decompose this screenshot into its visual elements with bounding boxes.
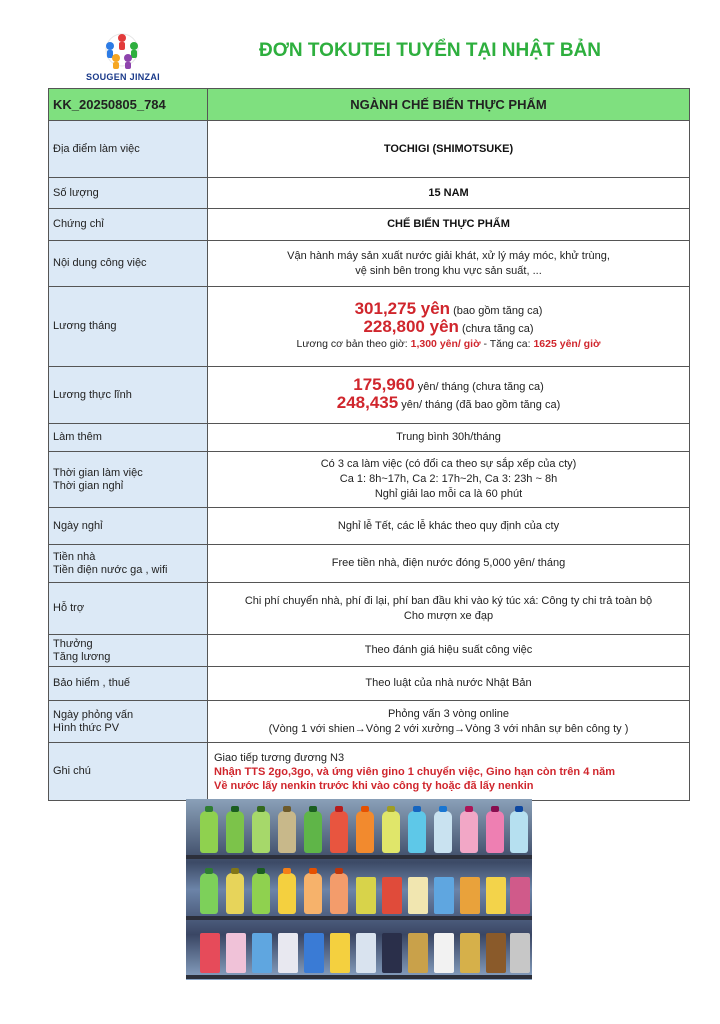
hours-line-1: Có 3 ca làm việc (có đổi ca theo sự sắp xếp của cty) [320,458,577,470]
drink-can [330,933,350,973]
logo-people-icon [96,28,148,72]
location-value: TOCHIGI (SHIMOTSUKE) [208,121,690,178]
drink-bottle [510,811,528,853]
net-salary-value [208,367,690,424]
drink-can [356,933,376,973]
job-label: Nội dung công việc [49,241,208,287]
certificate-value: CHẾ BIẾN THỰC PHẨM [208,209,690,241]
job-line-1: Vận hành máy sản xuất nước giải khát, xử lý máy móc, khử trùng, [287,249,610,262]
drink-bottle [226,873,244,914]
table-row [49,424,690,452]
salary-note-1: (bao gồm tăng ca) [453,305,543,317]
hours-label-1: Thời gian làm việc [53,466,143,479]
bonus-label-2: Tăng lương [53,650,111,663]
housing-label-2: Tiền điện nước ga , wifi [53,563,168,576]
table-row [49,452,690,508]
table-row [49,241,690,287]
salary-value [208,287,690,367]
drink-bottle [200,811,218,853]
job-code: KK_20250805_784 [49,89,208,121]
interview-line-2: (Vòng 1 với shien→Vòng 2 với xưởng→Vòng 3 với nhân sự bên công ty ) [268,722,629,735]
housing-label [49,545,208,583]
drink-can [434,877,454,914]
drink-can [278,933,298,973]
drink-bottle [278,873,296,914]
table-row [49,209,690,241]
housing-value: Free tiền nhà, điện nước đóng 5,000 yên/ tháng [208,545,690,583]
salary-label: Lương tháng [49,287,208,367]
table-row [49,508,690,545]
bonus-value: Theo đánh giá hiệu suất công việc [208,635,690,667]
drink-bottle [200,873,218,914]
table-row [49,667,690,701]
table-row [49,545,690,583]
drink-can [510,933,530,973]
interview-label [49,701,208,743]
holiday-label: Ngày nghỉ [49,508,208,545]
job-table [48,88,690,801]
drink-bottle [356,811,374,853]
hours-value [208,452,690,508]
page-title: ĐƠN TOKUTEI TUYỂN TẠI NHẬT BẢN [258,40,602,61]
salary-note-2: (chưa tăng ca) [461,323,534,335]
drink-bottle [304,811,322,853]
salary-amount-1: 301,275 yên [354,299,451,318]
drink-bottle [434,811,452,853]
net-note-1: yên/ tháng (chưa tăng ca) [414,381,544,393]
drink-bottle [460,811,478,853]
drink-bottle [226,811,244,853]
shelf [186,916,532,920]
base-salary-value: 1,300 yên/ giờ [410,338,481,350]
drink-can [304,933,324,973]
notes-line-3: Về nước lấy nenkin trước khi vào công ty hoặc đã lấy nenkin [214,779,534,792]
hours-line-3: Nghỉ giải lao mỗi ca là 60 phút [374,488,523,500]
drink-can [382,933,402,973]
quantity-value: 15 NAM [208,178,690,209]
table-row [49,367,690,424]
net-salary-label: Lương thực lĩnh [49,367,208,424]
support-value [208,583,690,635]
location-label: Địa điểm làm việc [49,121,208,178]
net-amount-1: 175,960 [353,375,415,394]
certificate-label: Chứng chỉ [49,209,208,241]
drink-can [460,933,480,973]
overtime-value: Trung bình 30h/tháng [208,424,690,452]
notes-line-2: Nhận TTS 2go,3go, và ứng viên gino 1 chuyển việc, Gino hạn còn trên 4 năm [214,765,615,778]
overtime-rate-text: - Tăng ca: [480,338,534,350]
table-row [49,743,690,801]
overtime-label: Làm thêm [49,424,208,452]
notes-line-1: Giao tiếp tương đương N3 [214,751,345,764]
table-header-row [49,89,690,121]
drink-can [356,877,376,914]
insurance-label: Bảo hiểm , thuế [49,667,208,701]
interview-value [208,701,690,743]
drink-can [252,933,272,973]
drink-can [486,933,506,973]
table-row [49,121,690,178]
base-salary-text: Lương cơ bản theo giờ: [296,338,411,350]
table-row [49,701,690,743]
net-note-2: yên/ tháng (đã bao gồm tăng ca) [398,399,561,411]
drinks-vending-photo [186,799,532,980]
hours-label [49,452,208,508]
drink-bottle [278,811,296,853]
insurance-value: Theo luật của nhà nước Nhật Bản [208,667,690,701]
drink-can [408,877,428,914]
drink-bottle [382,811,400,853]
drink-can [486,877,506,914]
interview-label-1: Ngày phỏng vấn [53,708,134,721]
table-row [49,178,690,209]
drink-can [510,877,530,914]
housing-label-1: Tiền nhà [53,550,96,563]
table-row [49,583,690,635]
shelf [186,975,532,979]
quantity-label: Số lượng [49,178,208,209]
bonus-label-1: Thưởng [53,637,93,650]
overtime-rate-value: 1625 yên/ giờ [533,338,601,350]
table-row [49,287,690,367]
drink-can [434,933,454,973]
company-logo [82,26,164,88]
shelf [186,855,532,859]
drink-bottle [486,811,504,853]
net-amount-2: 248,435 [336,393,399,412]
support-label: Hỗ trợ [49,583,208,635]
drink-can [382,877,402,914]
industry-title: NGÀNH CHẾ BIẾN THỰC PHẨM [208,89,690,121]
support-line-1: Chi phí chuyển nhà, phí đi lại, phí ban đầu khi vào ký túc xá: Công ty chi trả toàn bộ [244,594,653,607]
drink-can [200,933,220,973]
drink-bottle [330,873,348,914]
drink-can [408,933,428,973]
drink-can [460,877,480,914]
job-line-2: vệ sinh bên trong khu vực sản suất, ... [355,264,542,277]
holiday-value: Nghỉ lễ Tết, các lễ khác theo quy định của cty [208,508,690,545]
drink-bottle [252,811,270,853]
interview-line-1: Phỏng vấn 3 vòng online [387,707,510,720]
drink-bottle [408,811,426,853]
interview-label-2: Hình thức PV [53,721,120,734]
table-row [49,635,690,667]
notes-label: Ghi chú [49,743,208,801]
salary-amount-2: 228,800 yên [363,317,459,336]
hours-line-2: Ca 1: 8h~17h, Ca 2: 17h~2h, Ca 3: 23h ~ 8h [339,473,558,485]
bonus-label [49,635,208,667]
job-description [208,241,690,287]
logo-text: SOUGEN JINZAI [86,72,160,82]
hours-label-2: Thời gian nghỉ [53,479,124,492]
notes-value [208,743,690,801]
support-line-2: Cho mượn xe đạp [403,609,494,622]
drink-bottle [252,873,270,914]
drink-bottle [330,811,348,853]
drink-can [226,933,246,973]
drink-bottle [304,873,322,914]
